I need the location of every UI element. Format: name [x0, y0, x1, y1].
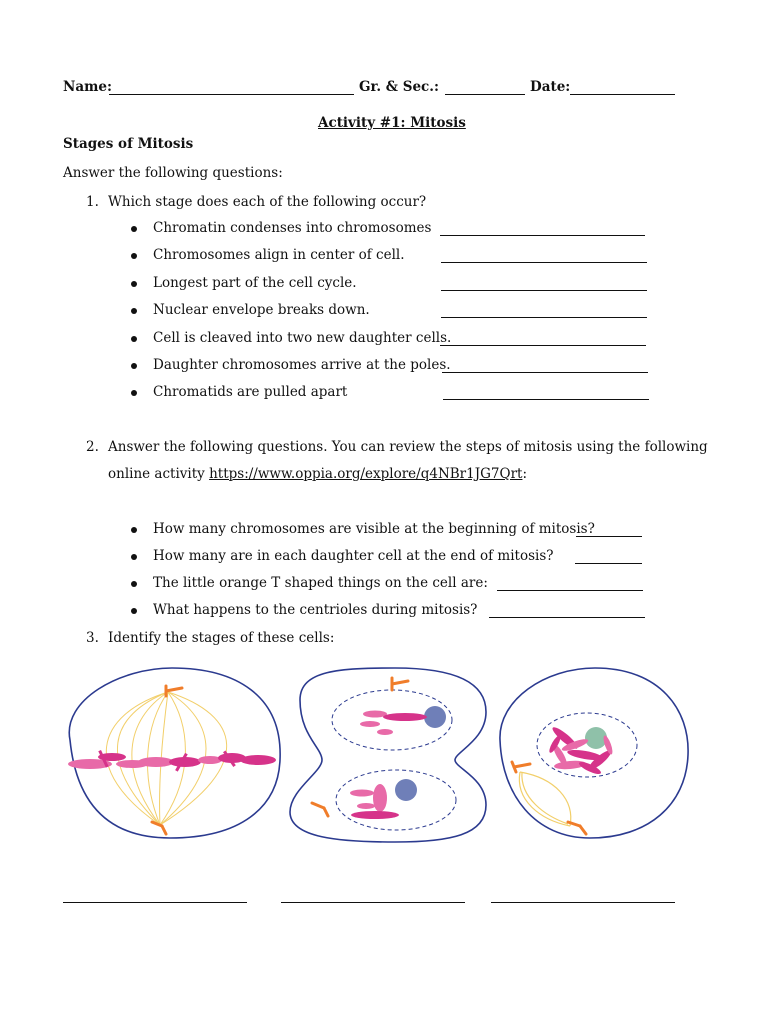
chromosomes	[68, 750, 276, 772]
nucleolus	[424, 706, 446, 728]
cell-stage-answer-blank[interactable]	[63, 902, 247, 903]
q1-item: Daughter chromosomes arrive at the poles.	[153, 357, 451, 373]
q2-item: The little orange T shaped things on the cell are:	[153, 575, 488, 591]
q1-item: Chromatin condenses into chromosomes	[153, 220, 432, 236]
q1-text: Which stage does each of the following occur?	[108, 194, 427, 210]
q1-item: Cell is cleaved into two new daughter cells.	[153, 330, 452, 346]
q2-text-prefix: online activity	[108, 466, 210, 482]
cell-membrane	[500, 668, 688, 838]
prophase-cell	[500, 668, 688, 838]
q1-number: 1.	[86, 194, 99, 210]
name-label: Name:	[63, 79, 112, 95]
q1-item: Nuclear envelope breaks down.	[153, 302, 370, 318]
q2-item: How many are in each daughter cell at the end of mitosis?	[153, 548, 554, 564]
activity-title: Activity #1: Mitosis	[318, 115, 466, 131]
date-label: Date:	[530, 79, 571, 95]
intro-text: Answer the following questions:	[63, 165, 283, 181]
q3-number: 3.	[86, 630, 99, 646]
telophase-cell	[290, 668, 486, 842]
cell-stage-answer-blank[interactable]	[281, 902, 465, 903]
oppia-link[interactable]: https://www.oppia.org/explore/q4NBr1JG7Qrt	[209, 466, 523, 482]
q1-item: Chromosomes align in center of cell.	[153, 247, 405, 263]
nuclear-envelope	[336, 770, 456, 830]
metaphase-cell	[68, 668, 280, 838]
q2-text-suffix: :	[522, 466, 528, 482]
q2-item: How many chromosomes are visible at the beginning of mitosis?	[153, 521, 595, 537]
section-title: Stages of Mitosis	[63, 136, 194, 152]
chromosomes	[350, 711, 427, 820]
q2-item: What happens to the centrioles during mitosis?	[153, 602, 478, 618]
cell-stage-answer-blank[interactable]	[491, 902, 675, 903]
aster-spindle	[519, 772, 570, 826]
q1-item: Chromatids are pulled apart	[153, 384, 348, 400]
grade-section-label: Gr. & Sec.:	[359, 79, 439, 95]
q1-item: Longest part of the cell cycle.	[153, 275, 357, 291]
nucleolus	[395, 779, 417, 801]
q2-number: 2.	[86, 439, 99, 455]
q3-text: Identify the stages of these cells:	[108, 630, 335, 646]
q2-text-line1: Answer the following questions. You can review the steps of mitosis using the following	[108, 439, 708, 455]
